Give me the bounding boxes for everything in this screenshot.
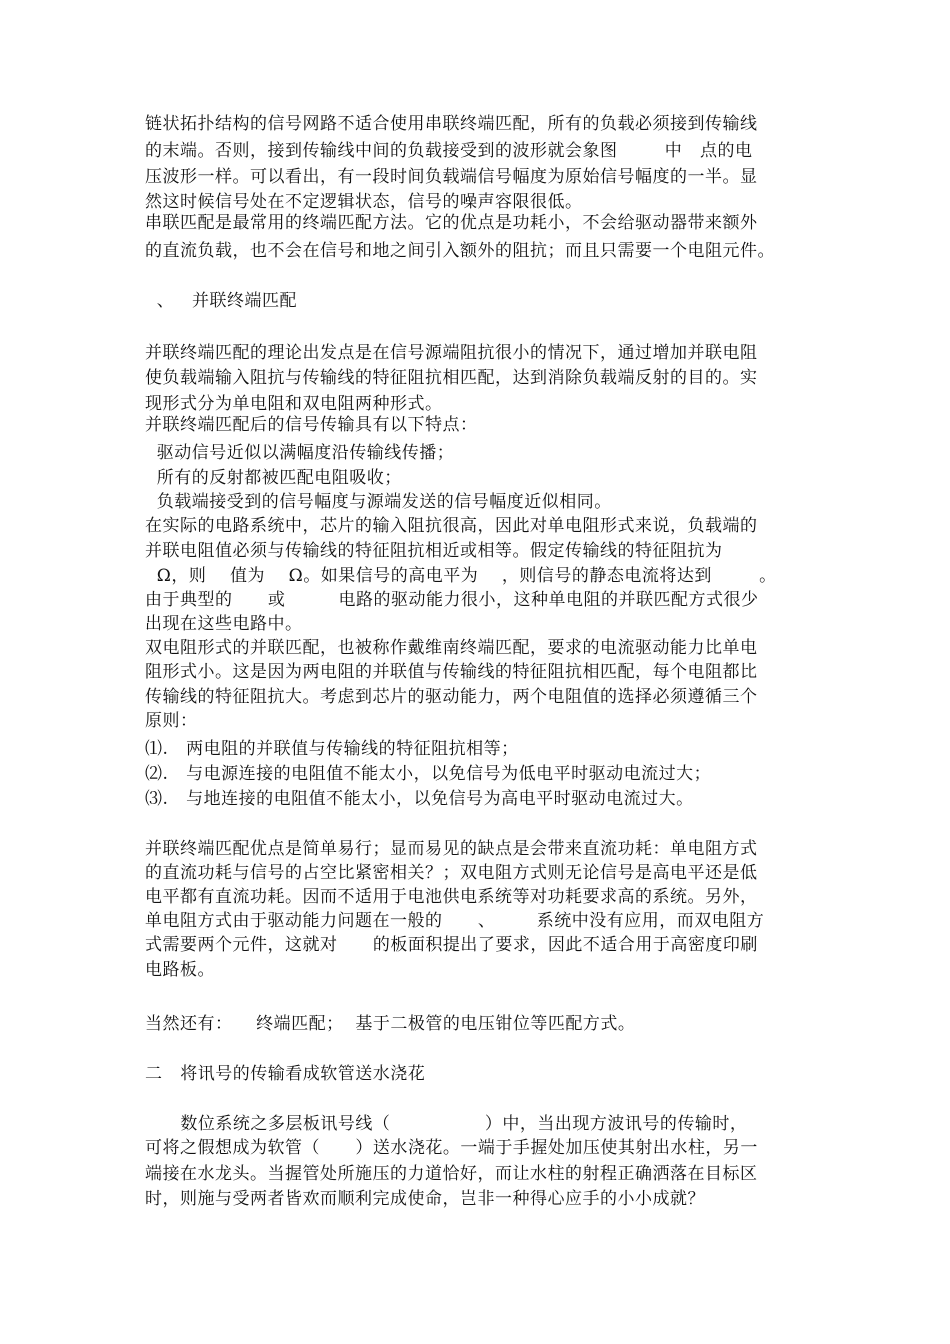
text-line: 并联终端匹配后的信号传输具有以下特点：: [145, 415, 478, 435]
text-line: 由于典型的 或 电路的驱动能力很小，这种单电阻的并联匹配方式很少: [145, 590, 759, 610]
text-line: 压波形一样。可以看出，有一段时间负载端信号幅度为原始信号幅度的一半。显: [145, 167, 758, 187]
section-heading: 二 将讯号的传输看成软管送水浇花: [145, 1064, 426, 1084]
text-line: 然这时候信号处在不定逻辑状态，信号的噪声容限很低。: [145, 192, 583, 212]
text-line: 链状拓扑结构的信号网路不适合使用串联终端匹配，所有的负载必须接到传输线: [145, 114, 758, 134]
text-line: 式需要两个元件，这就对 的板面积提出了要求，因此不适合用于高密度印刷: [145, 935, 758, 955]
text-line: 电平都有直流功耗。因而不适用于电池供电系统等对功耗要求高的系统。另外，: [145, 887, 758, 907]
text-line: 端接在水龙头。当握管处所施压的力道恰好，而让水柱的射程正确洒落在目标区: [145, 1164, 758, 1184]
text-line: 并联终端匹配的理论出发点是在信号源端阻抗很小的情况下，通过增加并联电阻: [145, 343, 758, 363]
list-item: 所有的反射都被匹配电阻吸收；: [145, 468, 402, 488]
text-line: 的直流功耗与信号的占空比紧密相关？；双电阻方式则无论信号是高电平还是低: [145, 863, 758, 883]
text-line: 并联终端匹配优点是简单易行；显而易见的缺点是会带来直流功耗：单电阻方式: [145, 839, 758, 859]
text-line: 电路板。: [145, 960, 215, 980]
text-line: 原则：: [145, 711, 198, 731]
text-line: 出现在这些电路中。: [145, 614, 303, 634]
list-item: 驱动信号近似以满幅度沿传输线传播；: [145, 443, 455, 463]
list-item: ⑶. 与地连接的电阻值不能太小，以免信号为高电平时驱动电流过大。: [145, 789, 694, 809]
text-line: 的直流负载，也不会在信号和地之间引入额外的阻抗；而且只需要一个电阻元件。: [145, 241, 775, 261]
text-line: 当然还有： 终端匹配； 基于二极管的电压钳位等匹配方式。: [145, 1014, 636, 1034]
list-item: ⑵. 与电源连接的电阻值不能太小，以免信号为低电平时驱动电流过大；: [145, 764, 712, 784]
text-line: 双电阻形式的并联匹配，也被称作戴维南终端匹配，要求的电流驱动能力比单电: [145, 638, 758, 658]
text-line: 阻形式小。这是因为两电阻的并联值与传输线的特征阻抗相匹配，每个电阻都比: [145, 662, 758, 682]
text-line: 使负载端输入阻抗与传输线的特征阻抗相匹配，达到消除负载端反射的目的。实: [145, 368, 758, 388]
text-line: 单电阻方式由于驱动能力问题在一般的 、 系统中没有应用，而双电阻方: [145, 911, 765, 931]
text-line: 可将之假想成为软管（ ）送水浇花。一端于手握处加压使其射出水柱，另一: [145, 1138, 758, 1158]
text-line: 数位系统之多层板讯号线（ ）中，当出现方波讯号的传输时，: [145, 1114, 748, 1134]
section-heading: 、 并联终端匹配: [145, 291, 298, 311]
text-line: 并联电阻值必须与传输线的特征阻抗相近或相等。假定传输线的特征阻抗为: [145, 541, 723, 561]
text-line: 在实际的电路系统中，芯片的输入阻抗很高，因此对单电阻形式来说，负载端的: [145, 516, 758, 536]
text-line: 时，则施与受两者皆欢而顺利完成使命，岂非一种得心应手的小小成就？: [145, 1189, 705, 1209]
list-item: 负载端接受到的信号幅度与源端发送的信号幅度近似相同。: [145, 492, 612, 512]
text-line: Ω，则 值为 Ω。如果信号的高电平为 ，则信号的静态电流将达到 。: [145, 566, 777, 586]
text-line: 现形式分为单电阻和双电阻两种形式。: [145, 394, 443, 414]
text-line: 传输线的特征阻抗大。考虑到芯片的驱动能力，两个电阻值的选择必须遵循三个: [145, 687, 758, 707]
text-line: 的末端。否则，接到传输线中间的负载接受到的波形就会象图 中 点的电: [145, 141, 753, 161]
list-item: ⑴. 两电阻的并联值与传输线的特征阻抗相等；: [145, 739, 519, 759]
text-line: 串联匹配是最常用的终端匹配方法。它的优点是功耗小，不会给驱动器带来额外: [145, 213, 758, 233]
